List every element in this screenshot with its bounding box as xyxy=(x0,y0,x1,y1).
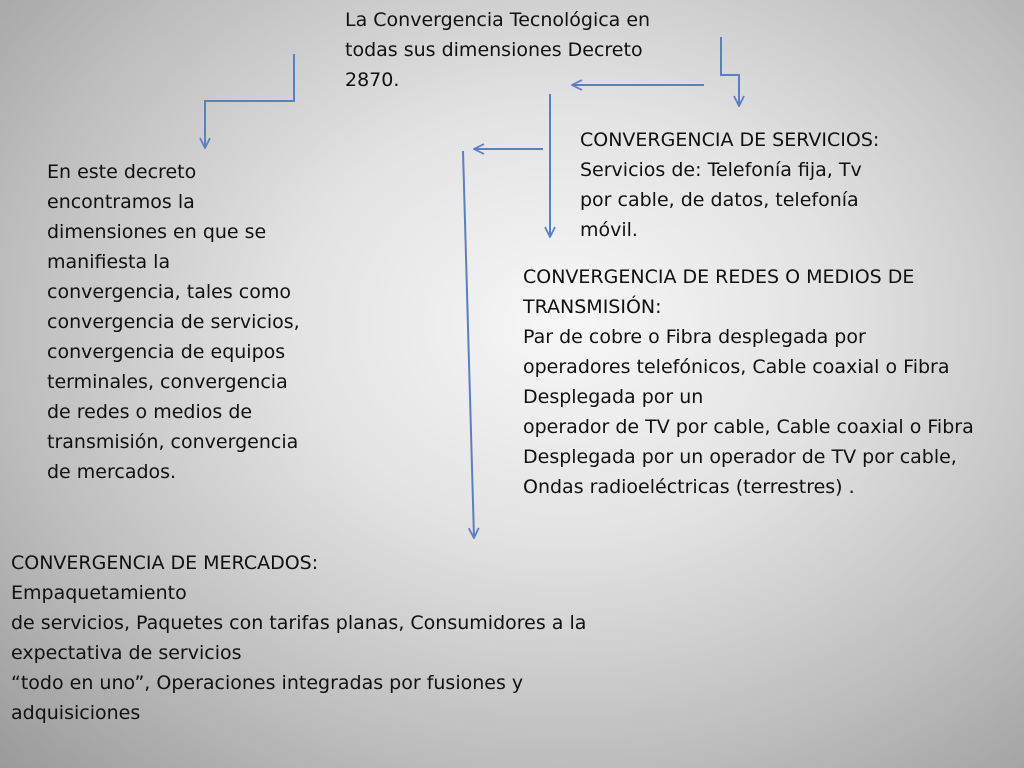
text-line: TRANSMISIÓN: xyxy=(523,296,662,318)
text-line: dimensiones en que se xyxy=(47,221,267,243)
text-line: Desplegada por un operador de TV por cable, xyxy=(523,446,957,468)
intro-block xyxy=(47,157,300,487)
text-line: transmisión, convergencia xyxy=(47,431,299,453)
arrow-top-right-to-servicios xyxy=(721,37,739,106)
text-line: Par de cobre o Fibra desplegada por xyxy=(523,326,866,348)
servicios-block xyxy=(580,125,879,245)
text-line: expectativa de servicios xyxy=(11,642,242,664)
arrow-title-to-intro xyxy=(205,54,294,148)
text-line: “todo en uno”, Operaciones integradas por fusiones y xyxy=(11,672,524,694)
text-line: La Convergencia Tecnológica en xyxy=(345,9,651,31)
text-line: manifiesta la xyxy=(47,251,171,273)
text-line: de redes o medios de xyxy=(47,401,253,423)
text-line: Ondas radioeléctricas (terrestres) . xyxy=(523,476,855,498)
text-line: todas sus dimensiones Decreto xyxy=(345,39,643,61)
text-line: CONVERGENCIA DE REDES O MEDIOS DE xyxy=(523,266,915,288)
text-line: CONVERGENCIA DE SERVICIOS: xyxy=(580,129,880,151)
text-line: Empaquetamiento xyxy=(11,582,187,604)
text-line: En este decreto xyxy=(47,161,197,183)
redes-block xyxy=(523,262,974,502)
text-line: CONVERGENCIA DE MERCADOS: xyxy=(11,552,319,574)
text-line: 2870. xyxy=(345,69,400,91)
mercados-block xyxy=(11,548,586,728)
text-line: móvil. xyxy=(580,219,638,241)
text-line: encontramos la xyxy=(47,191,195,213)
text-line: convergencia, tales como xyxy=(47,281,291,303)
title-block xyxy=(345,5,650,95)
text-line: Desplegada por un xyxy=(523,386,704,408)
text-line: terminales, convergencia xyxy=(47,371,288,393)
text-line: adquisiciones xyxy=(11,702,141,724)
text-line: por cable, de datos, telefonía xyxy=(580,189,859,211)
arrow-down-to-mercados xyxy=(463,151,474,538)
text-line: convergencia de equipos xyxy=(47,341,286,363)
text-line: convergencia de servicios, xyxy=(47,311,300,333)
text-line: de servicios, Paquetes con tarifas planas, Consumidores a la xyxy=(11,612,587,634)
text-line: de mercados. xyxy=(47,461,177,483)
text-line: operadores telefónicos, Cable coaxial o Fibra xyxy=(523,356,950,378)
text-line: Servicios de: Telefonía fija, Tv xyxy=(580,159,862,181)
text-line: operador de TV por cable, Cable coaxial o Fibra xyxy=(523,416,974,438)
